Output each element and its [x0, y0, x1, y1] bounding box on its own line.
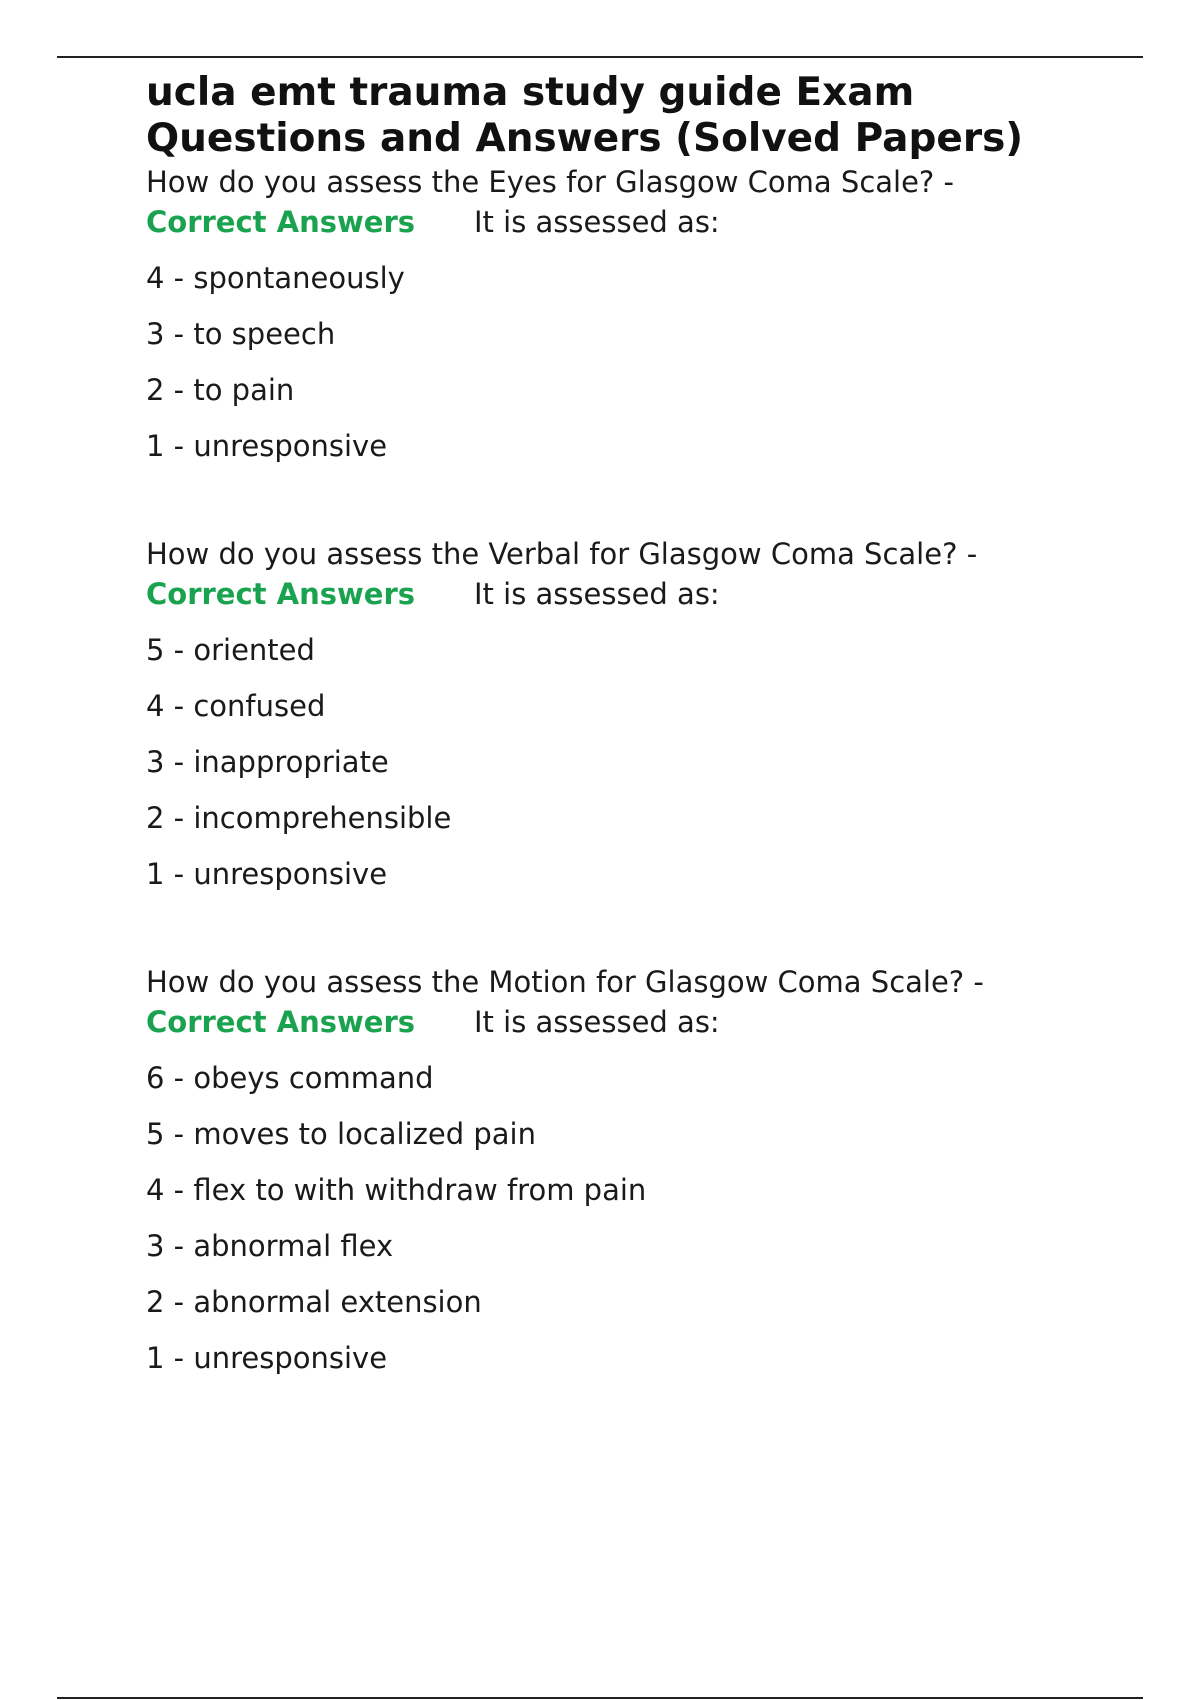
- answer-header: [146, 574, 1106, 614]
- list-item: 1 - unresponsive: [146, 429, 388, 463]
- list-item: 5 - moves to localized pain: [146, 1117, 536, 1151]
- top-divider: [57, 56, 1143, 58]
- list-item: 4 - confused: [146, 689, 326, 723]
- answer-header: [146, 202, 1106, 242]
- list-item: 4 - flex to with withdraw from pain: [146, 1173, 647, 1207]
- answer-intro: It is assessed as:: [474, 1005, 720, 1039]
- list-item: 2 - incomprehensible: [146, 801, 452, 835]
- answer-intro: It is assessed as:: [474, 577, 720, 611]
- correct-answers-label: Correct Answers: [146, 1005, 416, 1039]
- list-item: 4 - spontaneously: [146, 261, 405, 295]
- list-item: 1 - unresponsive: [146, 857, 388, 891]
- qa-block-eyes: [146, 162, 1106, 466]
- question-text: [146, 162, 1106, 242]
- answer-intro: It is assessed as:: [474, 205, 720, 239]
- question-prompt: How do you assess the Eyes for Glasgow Coma Scale? -: [146, 165, 955, 199]
- list-item: 6 - obeys command: [146, 1061, 434, 1095]
- question-text: [146, 534, 1106, 614]
- page-content: [146, 70, 1106, 1394]
- question-prompt: How do you assess the Verbal for Glasgow Coma Scale? -: [146, 537, 978, 571]
- list-item: 5 - oriented: [146, 633, 315, 667]
- answer-list: [146, 630, 1106, 894]
- question-text: [146, 962, 1106, 1042]
- document-title: ucla emt trauma study guide Exam Questions and Answers (Solved Papers): [146, 70, 1024, 161]
- correct-answers-label: Correct Answers: [146, 205, 416, 239]
- answer-header: [146, 1002, 1106, 1042]
- list-item: 2 - abnormal extension: [146, 1285, 482, 1319]
- list-item: 3 - to speech: [146, 317, 336, 351]
- bottom-divider: [57, 1697, 1143, 1699]
- list-item: 3 - abnormal flex: [146, 1229, 394, 1263]
- answer-list: [146, 1058, 1106, 1378]
- list-item: 2 - to pain: [146, 373, 295, 407]
- answer-list: [146, 258, 1106, 466]
- question-prompt: How do you assess the Motion for Glasgow Coma Scale? -: [146, 965, 984, 999]
- qa-block-motion: [146, 962, 1106, 1378]
- correct-answers-label: Correct Answers: [146, 577, 416, 611]
- list-item: 3 - inappropriate: [146, 745, 389, 779]
- list-item: 1 - unresponsive: [146, 1341, 388, 1375]
- qa-block-verbal: [146, 534, 1106, 894]
